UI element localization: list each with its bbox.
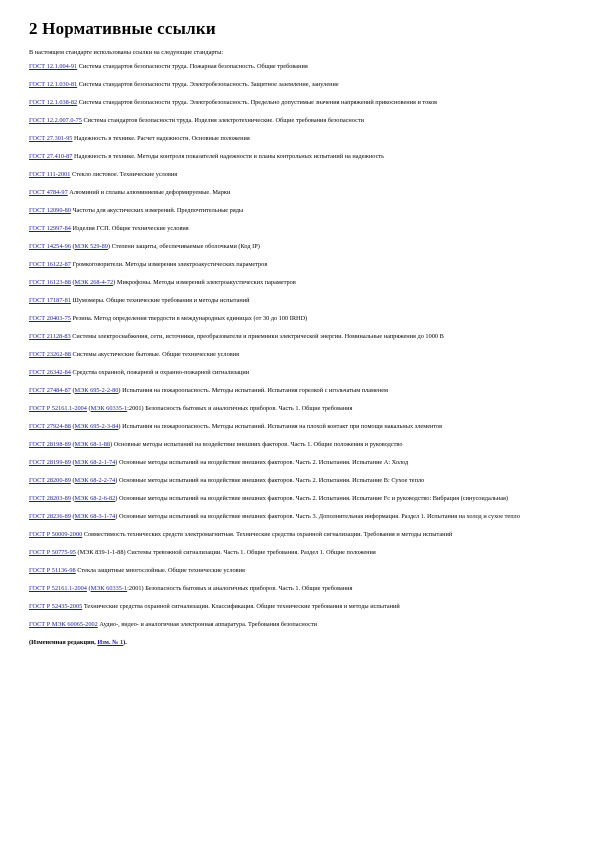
reference-item <box>29 549 569 557</box>
reference-title: Изделия ГСП. Общие технические условия <box>70 225 189 232</box>
iec-standard-link[interactable]: МЭК 68-2-1-74 <box>74 459 116 466</box>
reference-title: Надежность в технике. Расчет надежности. Основные положения <box>72 135 250 142</box>
reference-title: Совместимость технических средств электромагнитная. Технические средства охранной сигнализации. Требования и методы испытаний <box>82 531 453 538</box>
reference-item <box>29 225 569 233</box>
reference-title: Технические средства охранной сигнализации. Классификация. Общие технические требования и методы испытаний <box>82 603 400 610</box>
standard-link[interactable]: ГОСТ 14254-96 <box>29 243 71 250</box>
references-list <box>29 63 569 629</box>
reference-bracket-open: ( <box>70 459 75 466</box>
standard-link[interactable]: ГОСТ Р МЭК 60065-2002 <box>29 621 98 628</box>
standard-link[interactable]: ГОСТ 27484-87 <box>29 387 71 394</box>
standard-link[interactable]: ГОСТ 27.301-95 <box>29 135 73 142</box>
standard-link[interactable]: ГОСТ Р 50009-2000 <box>29 531 83 538</box>
standard-link[interactable]: ГОСТ Р 51136-98 <box>29 567 76 574</box>
reference-item <box>29 153 569 161</box>
standard-link[interactable]: ГОСТ 17187-81 <box>29 297 71 304</box>
reference-item <box>29 171 569 179</box>
reference-title: Системы электроснабжения, сети, источники, преобразователи и приемники электрической энергии. Номинальные напряжения до 1000 В <box>70 333 444 340</box>
standard-link[interactable]: ГОСТ 28203-89 <box>29 495 71 502</box>
standard-link[interactable]: ГОСТ 21128-83 <box>29 333 71 340</box>
standard-link[interactable]: ГОСТ 16123-88 <box>29 279 71 286</box>
reference-bracket-close: ) <box>115 459 118 466</box>
reference-bracket-open: ( <box>70 387 75 394</box>
reference-title: Система стандартов безопасности труда. Изделия электротехнические. Общие требования безопасности <box>81 117 364 124</box>
iec-standard-link[interactable]: МЭК 695-2-3-84 <box>74 423 119 430</box>
reference-item <box>29 441 569 449</box>
reference-bracket-open: (МЭК 839-1-1-88) <box>75 549 126 556</box>
reference-title: Испытания на пожароопасность. Методы испытаний. Испытания на плохой контакт при помощи накальных элементов <box>120 423 443 430</box>
reference-title: Основные методы испытаний на воздействие внешних факторов. Часть 2. Испытания. Испытание А: Холод <box>117 459 409 466</box>
reference-title: Система стандартов безопасности труда. Пожарная безопасность. Общие требования <box>77 63 308 70</box>
iec-standard-link[interactable]: МЭК 68-2-2-74 <box>74 477 116 484</box>
reference-title: Системы тревожной сигнализации. Часть 1. Общие требования. Раздел 1. Общие положения <box>125 549 376 556</box>
reference-item <box>29 387 569 395</box>
reference-item <box>29 207 569 215</box>
reference-bracket-open: ( <box>70 423 75 430</box>
standard-link[interactable]: ГОСТ Р 52161.1-2004 <box>29 585 87 592</box>
reference-title: Испытания на пожароопасность. Методы испытаний. Испытания горелкой с игольчатым пламенем <box>120 387 388 394</box>
reference-item <box>29 81 569 89</box>
reference-item <box>29 315 569 323</box>
reference-bracket-open: ( <box>70 477 75 484</box>
reference-item <box>29 495 569 503</box>
intro-text: В настоящем стандарте использованы ссылки на следующие стандарты: <box>29 49 224 56</box>
reference-bracket-open: ( <box>86 405 91 412</box>
iec-standard-link[interactable]: МЭК 68-3-1-74 <box>74 513 116 520</box>
standard-link[interactable]: ГОСТ 23262-88 <box>29 351 71 358</box>
standard-link[interactable]: ГОСТ Р 52161.1-2004 <box>29 405 87 412</box>
reference-title: Безопасность бытовых и аналогичных приборов. Часть 1. Общие требования <box>143 405 353 412</box>
standard-link[interactable]: ГОСТ 20403-75 <box>29 315 71 322</box>
reference-item <box>29 279 569 287</box>
standard-link[interactable]: ГОСТ 28199-89 <box>29 459 71 466</box>
standard-link[interactable]: ГОСТ 12090-80 <box>29 207 71 214</box>
reference-bracket-open: ( <box>70 513 75 520</box>
standard-link[interactable]: ГОСТ 26342-84 <box>29 369 71 376</box>
standard-link[interactable]: ГОСТ 111-2001 <box>29 171 71 178</box>
reference-title: Средства охранной, пожарной и охранно-пожарной сигнализации <box>70 369 250 376</box>
reference-bracket-close: :2001) <box>127 585 144 592</box>
reference-title: Частоты для акустических измерений. Предпочтительные ряды <box>70 207 244 214</box>
reference-item <box>29 603 569 611</box>
reference-title: Аудио-, видео- и аналогичная электронная аппаратура. Требования безопасности <box>97 621 317 628</box>
document-page <box>29 18 569 653</box>
reference-bracket-open: ( <box>70 279 75 286</box>
reference-item <box>29 531 569 539</box>
amendment-link[interactable]: Изм. № 1 <box>97 639 124 646</box>
standard-link[interactable]: ГОСТ 16122-87 <box>29 261 71 268</box>
iec-standard-link[interactable]: МЭК 268-4-72 <box>74 279 114 286</box>
standard-link[interactable]: ГОСТ 12.1.030-81 <box>29 81 78 88</box>
iec-standard-link[interactable]: МЭК 529-89 <box>74 243 108 250</box>
iec-standard-link[interactable]: МЭК 60335-1 <box>90 585 128 592</box>
reference-bracket-close: ) <box>115 477 118 484</box>
reference-title: Системы акустические бытовые. Общие технические условия <box>70 351 239 358</box>
reference-title: Система стандартов безопасности труда. Электробезопасность. Предельно допустимые значения напряжений прикосновения и токов <box>77 99 438 106</box>
reference-bracket-close: :2001) <box>127 405 144 412</box>
reference-item <box>29 261 569 269</box>
reference-item <box>29 117 569 125</box>
reference-title: Основные методы испытаний на воздействие внешних факторов. Часть 2. Испытания. Испытание Fc и руководство: Вибрация (синусоидальная) <box>117 495 509 502</box>
iec-standard-link[interactable]: МЭК 695-2-2-80 <box>74 387 119 394</box>
reference-item <box>29 405 569 413</box>
reference-title: Основные методы испытаний на воздействие внешних факторов. Часть 2. Испытания. Испытание В: Сухое тепло <box>117 477 425 484</box>
reference-bracket-open: ( <box>70 441 75 448</box>
standard-link[interactable]: ГОСТ 4784-97 <box>29 189 68 196</box>
iec-standard-link[interactable]: МЭК 68-2-6-82 <box>74 495 116 502</box>
reference-title: Безопасность бытовых и аналогичных приборов. Часть 1. Общие требования <box>143 585 353 592</box>
reference-title: Основные методы испытаний на воздействие внешних факторов. Часть 1. Общие положения и руководство <box>112 441 403 448</box>
amendment-prefix: (Измененная редакция, <box>29 639 98 646</box>
reference-item <box>29 369 569 377</box>
iec-standard-link[interactable]: МЭК 68-1-88 <box>74 441 111 448</box>
reference-title: Алюминий и сплавы алюминиевые деформируемые. Марки <box>67 189 231 196</box>
iec-standard-link[interactable]: МЭК 60335-1 <box>90 405 128 412</box>
reference-title: Степени защиты, обеспечиваемые оболочками (Код IP) <box>110 243 260 250</box>
reference-item <box>29 423 569 431</box>
standard-link[interactable]: ГОСТ Р 52435-2005 <box>29 603 83 610</box>
reference-bracket-close: ) <box>107 243 111 250</box>
standard-link[interactable]: ГОСТ 27924-88 <box>29 423 71 430</box>
standard-link[interactable]: ГОСТ 28236-89 <box>29 513 71 520</box>
reference-item <box>29 459 569 467</box>
standard-link[interactable]: ГОСТ 27.410-87 <box>29 153 73 160</box>
standard-link[interactable]: ГОСТ 12.1.038-82 <box>29 99 78 106</box>
reference-item <box>29 477 569 485</box>
reference-item <box>29 135 569 143</box>
standard-link[interactable]: ГОСТ 12.2.007.0-75 <box>29 117 82 124</box>
reference-item <box>29 243 569 251</box>
reference-bracket-close: ) <box>115 513 118 520</box>
reference-title: Микрофоны. Методы измерений электроакустических параметров <box>115 279 296 286</box>
standard-link[interactable]: ГОСТ 28200-89 <box>29 477 71 484</box>
reference-item <box>29 99 569 107</box>
reference-bracket-open: ( <box>86 585 91 592</box>
reference-item <box>29 63 569 71</box>
reference-title: Надежность в технике. Методы контроля показателей надежности и планы контрольных испытаний на надежность <box>72 153 384 160</box>
reference-title: Шумомеры. Общие технические требования и методы испытаний <box>70 297 250 304</box>
standard-link[interactable]: ГОСТ 28198-89 <box>29 441 71 448</box>
reference-item <box>29 585 569 593</box>
amendment-note <box>29 639 569 647</box>
reference-item <box>29 621 569 629</box>
standard-link[interactable]: ГОСТ Р 50775-95 <box>29 549 76 556</box>
reference-bracket-close: ) <box>118 423 121 430</box>
reference-item <box>29 297 569 305</box>
reference-bracket-close: ) <box>118 387 121 394</box>
reference-title: Громкоговорители. Методы измерения электроакустических параметров <box>70 261 268 268</box>
reference-item <box>29 333 569 341</box>
section-heading: 2 Нормативные ссылки <box>29 19 216 38</box>
reference-title: Стекла защитные многослойные. Общие технические условия <box>75 567 245 574</box>
reference-bracket-close: ) <box>115 495 118 502</box>
reference-bracket-close: ) <box>110 441 113 448</box>
reference-title: Основные методы испытаний на воздействие внешних факторов. Часть 3. Дополнительная информация. Раздел 1. Испытания на холод и сухое тепло <box>117 513 520 520</box>
reference-title: Резина. Метод определения твердости в международных единицах (от 30 до 100 IRHD) <box>70 315 308 322</box>
reference-title: Система стандартов безопасности труда. Электробезопасность. Защитное заземление, зануление <box>77 81 339 88</box>
reference-title: Стекло листовое. Технические условия <box>70 171 178 178</box>
reference-bracket-open: ( <box>70 243 75 250</box>
reference-item <box>29 189 569 197</box>
reference-item <box>29 567 569 575</box>
standard-link[interactable]: ГОСТ 12.1.004-91 <box>29 63 78 70</box>
reference-bracket-close: ) <box>113 279 116 286</box>
standard-link[interactable]: ГОСТ 12997-84 <box>29 225 71 232</box>
reference-bracket-open: ( <box>70 495 75 502</box>
reference-item <box>29 351 569 359</box>
reference-item <box>29 513 569 521</box>
amendment-suffix: ). <box>123 639 127 646</box>
